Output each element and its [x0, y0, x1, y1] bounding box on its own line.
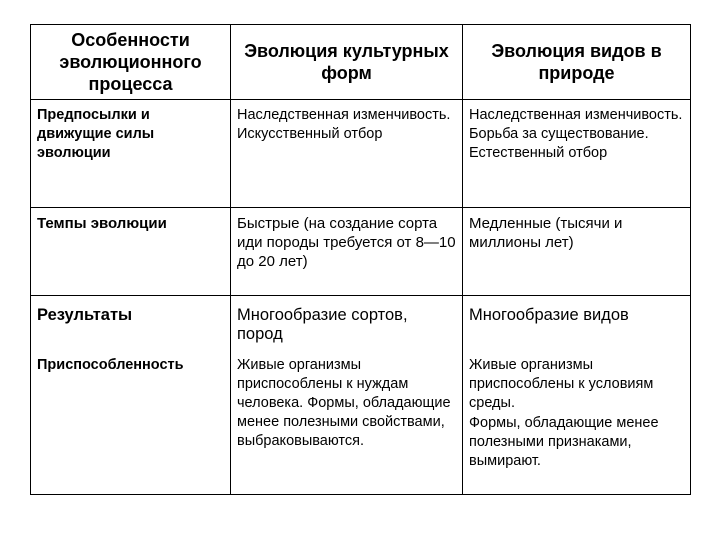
header-natural-evolution: Эволюция видов в природе	[463, 25, 691, 100]
table-header-row	[31, 25, 691, 100]
cell-cultural-results: Многообразие сортов, пород	[231, 296, 463, 351]
header-features: Особенности эволюционного процесса	[31, 25, 231, 100]
evolution-comparison-table	[30, 24, 691, 495]
cell-natural-adaptation-p1: Живые организмы приспособлены к условиям среды.	[469, 357, 654, 411]
cell-cultural-tempo: Быстрые (на создание сорта иди породы требуется от 8—10 до 20 лет)	[231, 208, 463, 296]
cell-cultural-preconditions: Наследственная изменчивость. Искусственный отбор	[231, 100, 463, 208]
cell-natural-results: Многообразие видов	[463, 296, 691, 351]
table-row	[31, 208, 691, 296]
row-label-adaptation: Приспособленность	[31, 350, 231, 495]
header-cultural-evolution: Эволюция культурных форм	[231, 25, 463, 100]
cell-cultural-adaptation: Живые организмы приспособлены к нуждам человека. Формы, обладающие менее полезными свойствами, выбраковываются.	[231, 350, 463, 495]
cell-natural-adaptation-p2: Формы, обладающие менее полезными признаками, вымирают.	[469, 415, 659, 469]
cell-natural-tempo: Медленные (тысячи и миллионы лет)	[463, 208, 691, 296]
row-label-tempo: Темпы эволюции	[31, 208, 231, 296]
table-row	[31, 296, 691, 351]
row-label-results: Результаты	[31, 296, 231, 351]
cell-natural-adaptation	[463, 350, 691, 495]
table-row	[31, 100, 691, 208]
row-label-preconditions: Предпосылки и движущие силы эволюции	[31, 100, 231, 208]
table-row	[31, 350, 691, 495]
cell-natural-preconditions: Наследственная изменчивость. Борьба за существование. Естественный отбор	[463, 100, 691, 208]
